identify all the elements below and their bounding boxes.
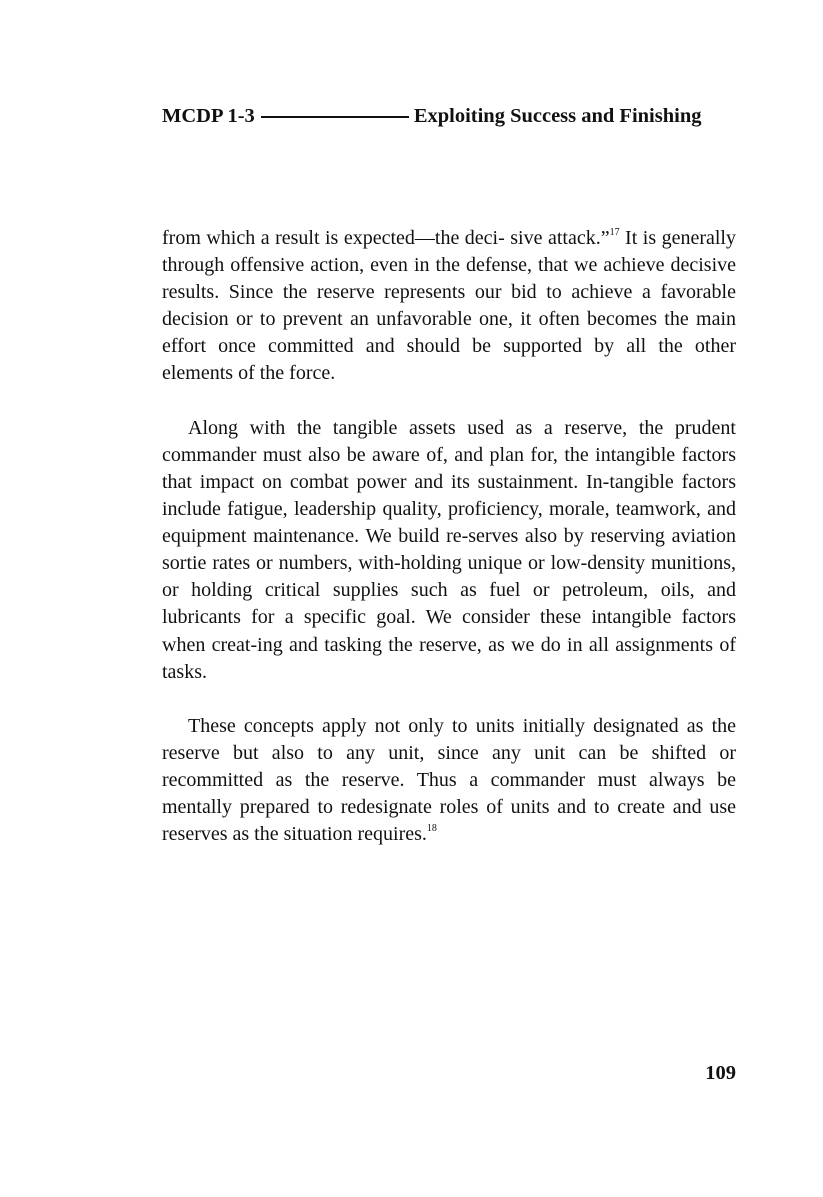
body-text (162, 225, 736, 876)
paragraph-1-text: from which a result is expected—the deci- sive attack.” (162, 227, 610, 249)
header-rule (261, 116, 409, 118)
paragraph-2 (162, 415, 736, 686)
paragraph-3 (162, 713, 736, 848)
running-header (162, 101, 736, 131)
publication-id: MCDP 1-3 (162, 104, 255, 127)
page-number: 109 (705, 1062, 736, 1084)
paragraph-1 (162, 225, 736, 388)
chapter-title: Exploiting Success and Finishing (413, 104, 702, 127)
paragraph-1-text-continued: It is generally through offensive action, even in the defense, that we achieve decisive results. Since the reserve represents our bid to achieve a favorable decision or to prevent an unfavorable one, it often becomes the main effort once committed and should be supported by all the other elements of the force. (162, 227, 736, 385)
footnote-ref-17: 17 (609, 227, 620, 238)
paragraph-2-text: Along with the tangible assets used as a reserve, the prudent commander must also be aware of, and plan for, the intangible factors that impact on combat power and its sustainment. In-tangible factors include fatigue, leadership quality, proficiency, morale, teamwork, and equipment maintenance. We build re-serves also by reserving aviation sortie rates or numbers, with-holding unique or low-density munitions, or holding critical supplies such as fuel or petroleum, oils, and lubricants for a specific goal. We consider these intangible factors when creat-ing and tasking the reserve, as we do in all assignments of tasks. (162, 416, 736, 683)
footnote-ref-18: 18 (426, 823, 437, 835)
paragraph-3-text: These concepts apply not only to units initially designated as the reserve but also to any unit, since any unit can be shifted or recommitted as the reserve. Thus a commander must always be mentally prepared to redesignate roles of units and to create and use reserves as the situation requires. (162, 714, 736, 846)
